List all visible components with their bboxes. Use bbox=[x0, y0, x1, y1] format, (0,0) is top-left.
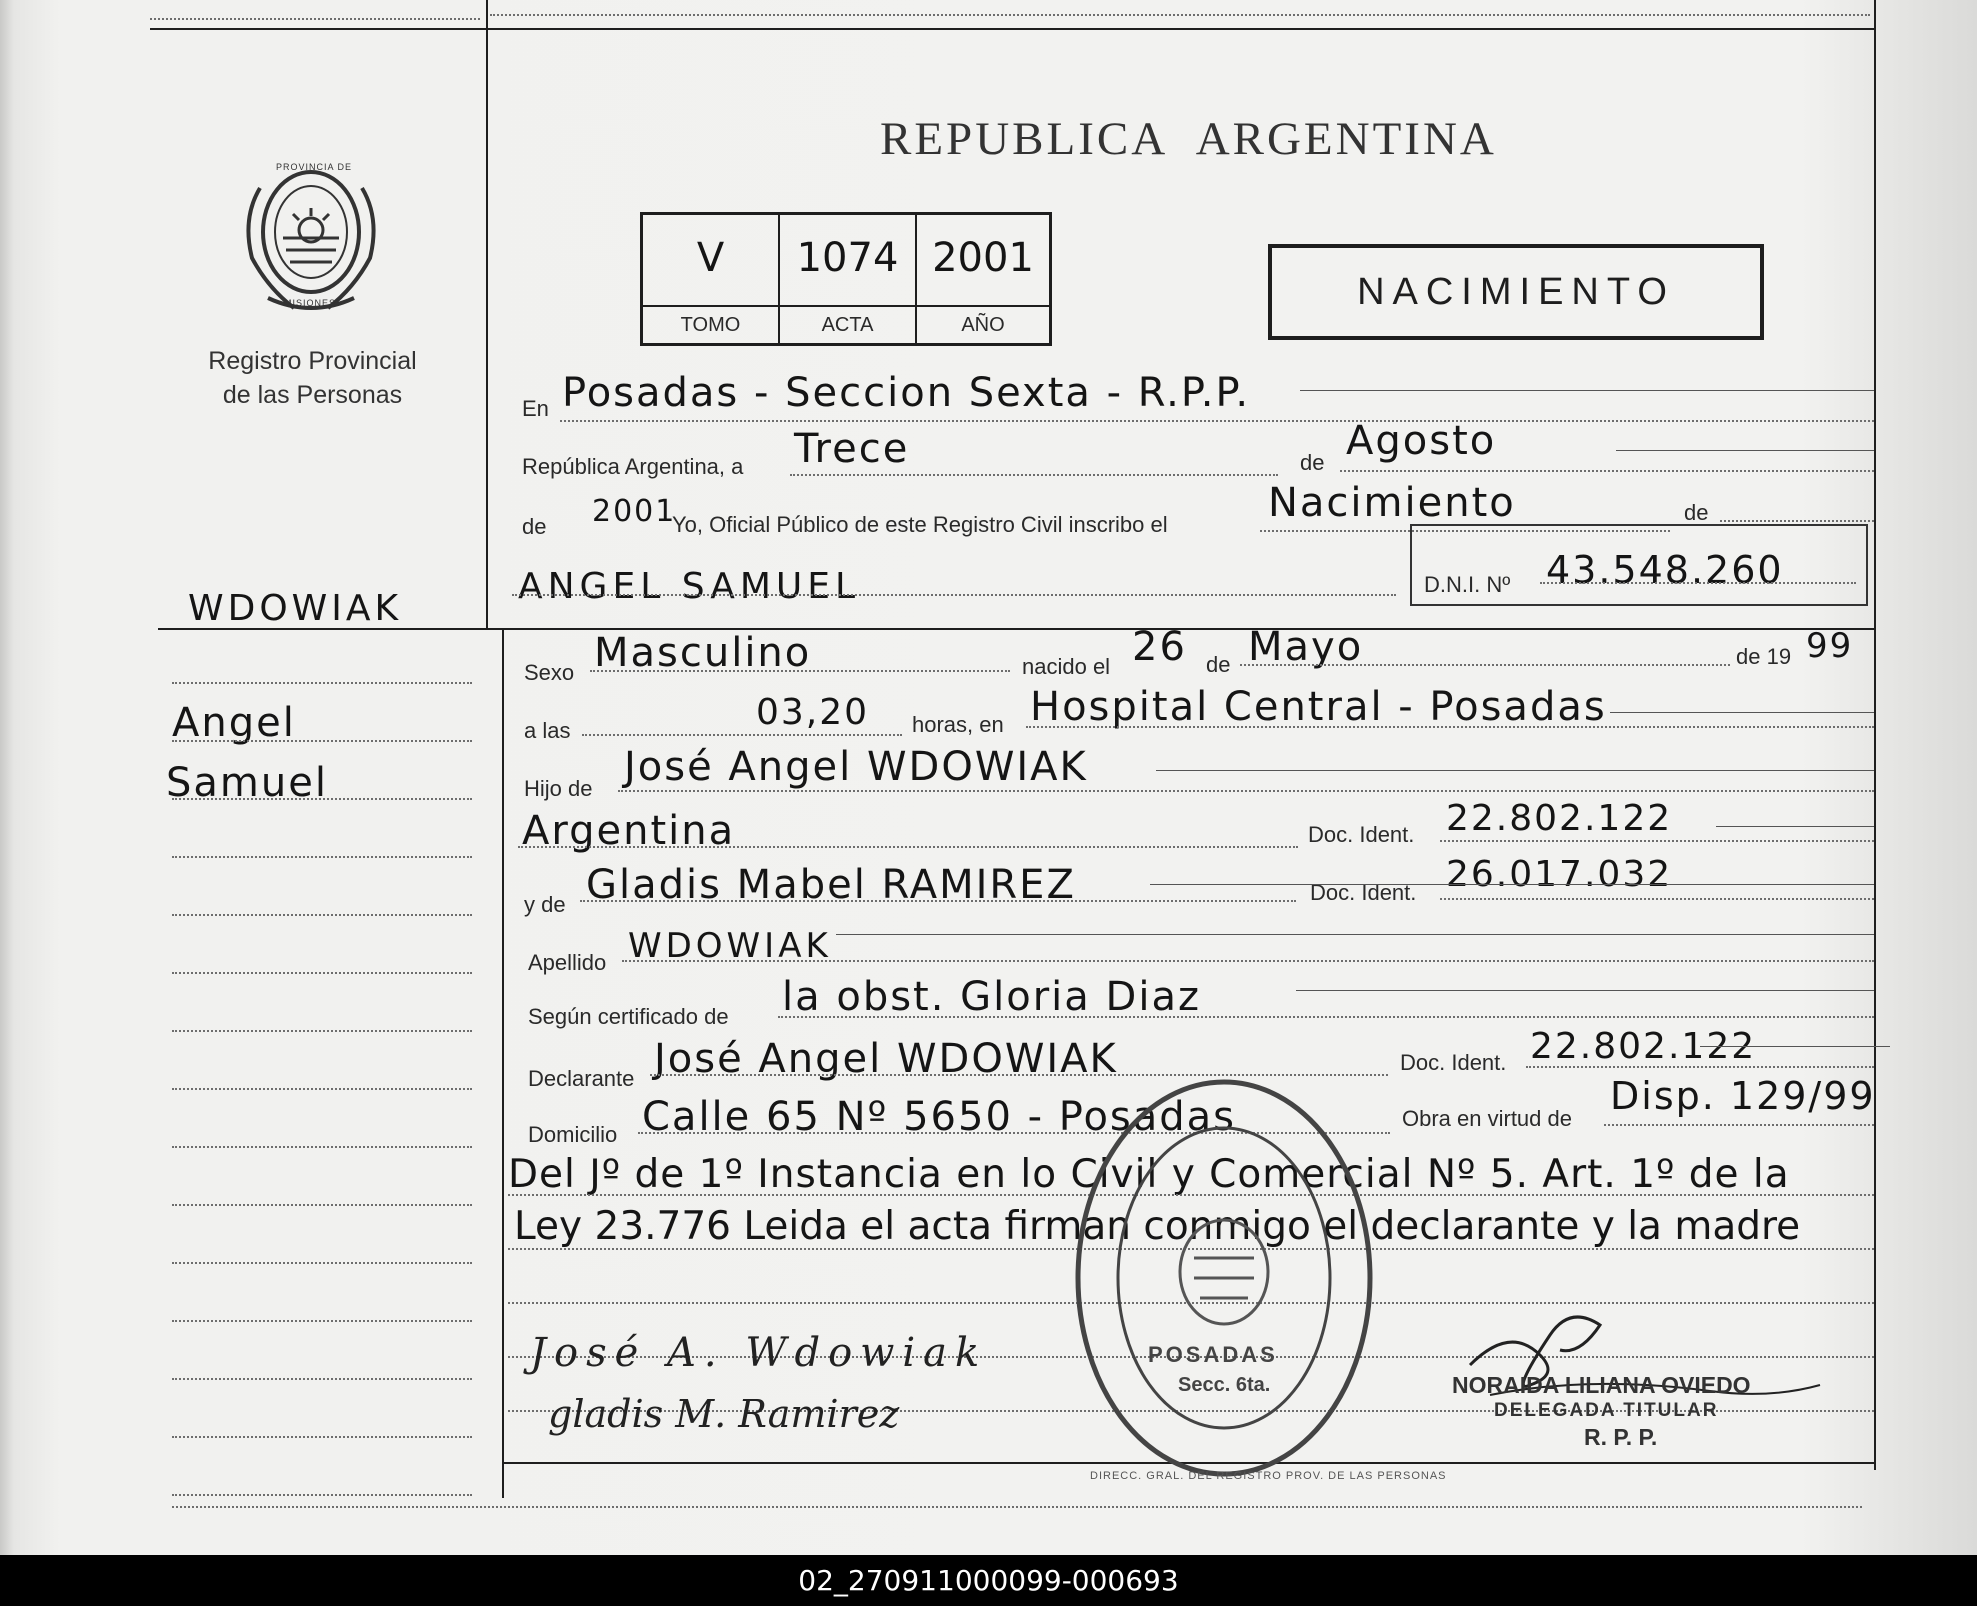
declarante-value: José Angel WDOWIAK bbox=[654, 1036, 1118, 1082]
birth-month: Mayo bbox=[1248, 624, 1364, 670]
certificado-value: la obst. Gloria Diaz bbox=[782, 974, 1201, 1020]
dotted-line bbox=[1440, 898, 1874, 900]
margin-dotted-line bbox=[172, 914, 472, 916]
acta-label: ACTA bbox=[780, 305, 915, 343]
underline bbox=[1610, 712, 1874, 713]
seal-text-top: PROVINCIA DE bbox=[276, 162, 353, 172]
country-title: REPUBLICA ARGENTINA bbox=[880, 113, 1497, 165]
dotted-line bbox=[590, 670, 1010, 672]
official-stamp-icon bbox=[1068, 1072, 1380, 1484]
birth-day: 26 bbox=[1132, 624, 1187, 670]
dotted-line bbox=[172, 1506, 1862, 1508]
tomo-cell bbox=[643, 215, 780, 343]
margin-dotted-line bbox=[172, 972, 472, 974]
registry-name-line1: Registro Provincial bbox=[208, 347, 417, 375]
de-label-2: de bbox=[1684, 500, 1709, 525]
underline bbox=[1150, 884, 1874, 885]
dotted-line bbox=[1604, 1124, 1874, 1126]
dotted-line bbox=[580, 900, 1296, 902]
de-label-3: de bbox=[1206, 652, 1231, 677]
dotted-line bbox=[1526, 1066, 1874, 1068]
underline bbox=[1300, 390, 1874, 391]
margin-dotted-line bbox=[172, 1030, 472, 1032]
child-name: ANGEL SAMUEL bbox=[518, 566, 861, 607]
father-nationality: Argentina bbox=[522, 808, 736, 854]
obra-value: Disp. 129/99 bbox=[1610, 1074, 1876, 1118]
stamp-city: POSADAS bbox=[1148, 1342, 1278, 1367]
birth-year-value: 99 bbox=[1806, 626, 1854, 666]
declarante-doc-label: Doc. Ident. bbox=[1400, 1050, 1507, 1075]
dotted-line bbox=[518, 846, 1298, 848]
underline bbox=[836, 934, 1874, 935]
margin-dotted-line bbox=[172, 1436, 472, 1438]
birth-place: Hospital Central - Posadas bbox=[1030, 684, 1607, 730]
tomo-label: TOMO bbox=[643, 305, 778, 343]
mid-rule bbox=[158, 628, 1876, 630]
margin-dotted-line bbox=[172, 856, 472, 858]
note-line-2: Ley 23.776 Leida el acta firman conmigo el declarante y la madre bbox=[514, 1204, 1801, 1249]
mother-signature: gladis M. Ramirez bbox=[548, 1392, 900, 1436]
dotted-line bbox=[790, 474, 1278, 476]
underline bbox=[1296, 990, 1874, 991]
margin-surname: WDOWIAK bbox=[188, 588, 403, 629]
note-line-1: Del Jº de 1º Instancia en lo Civil y Comercial Nº 5. Art. 1º de la bbox=[508, 1152, 1790, 1197]
domicilio-value: Calle 65 Nº 5650 - Posadas bbox=[642, 1094, 1237, 1140]
official-name: NORAIDA LILIANA OVIEDO bbox=[1452, 1372, 1751, 1398]
month-value: Agosto bbox=[1346, 418, 1497, 464]
ano-cell bbox=[917, 215, 1049, 343]
margin-dotted-line bbox=[172, 1320, 472, 1322]
official-signature-icon bbox=[1450, 1295, 1830, 1445]
apellido-label: Apellido bbox=[528, 950, 607, 975]
dni-label: D.N.I. Nº bbox=[1424, 572, 1511, 597]
acta-value: 1074 bbox=[796, 235, 899, 281]
stamp-ring-text: DIRECC. GRAL. DEL REGISTRO PROV. DE LAS PERSONAS bbox=[1090, 1470, 1447, 1482]
dotted-line bbox=[622, 960, 1874, 962]
right-frame bbox=[1874, 0, 1876, 1470]
mother-name: Gladis Mabel RAMIREZ bbox=[586, 862, 1076, 908]
en-label: En bbox=[522, 396, 549, 421]
yde-label: y de bbox=[524, 892, 566, 917]
year-value: 2001 bbox=[592, 494, 677, 529]
dotted-line bbox=[1440, 840, 1874, 842]
declarante-label: Declarante bbox=[528, 1066, 635, 1091]
official-org: R. P. P. bbox=[1584, 1424, 1658, 1450]
margin-dotted-line bbox=[172, 1146, 472, 1148]
en-value: Posadas - Seccion Sexta - R.P.P. bbox=[562, 370, 1251, 416]
record-type-box: NACIMIENTO bbox=[1268, 244, 1764, 340]
underline bbox=[1700, 1046, 1890, 1047]
stamp-section: Secc. 6ta. bbox=[1178, 1374, 1271, 1396]
alas-label: a las bbox=[524, 718, 571, 743]
birth-year-label: de 19 bbox=[1736, 644, 1792, 669]
dni-value: 43.548.260 bbox=[1546, 548, 1784, 592]
ano-label: AÑO bbox=[917, 305, 1049, 343]
sexo-label: Sexo bbox=[524, 660, 575, 685]
dotted-line bbox=[1540, 582, 1856, 584]
underline bbox=[1156, 770, 1874, 771]
horas-label: horas, en bbox=[912, 712, 1004, 737]
republica-label: República Argentina, a bbox=[522, 454, 744, 479]
margin-dotted-line bbox=[172, 1494, 472, 1496]
image-id-bar bbox=[0, 1555, 1977, 1606]
margin-dotted-line bbox=[172, 798, 472, 800]
image-id: 02_270911000099-000693 bbox=[798, 1564, 1179, 1597]
underline bbox=[1616, 450, 1874, 451]
de-label: de bbox=[1300, 450, 1325, 475]
mother-doc-label: Doc. Ident. bbox=[1310, 880, 1417, 905]
margin-dotted-line bbox=[172, 1378, 472, 1380]
certificado-label: Según certificado de bbox=[528, 1004, 729, 1029]
margin-dotted-line bbox=[172, 1088, 472, 1090]
official-title: DELEGADA TITULAR bbox=[1494, 1400, 1719, 1421]
dotted-line bbox=[778, 1016, 1874, 1018]
dotted-line bbox=[560, 420, 1874, 422]
tomo-value: V bbox=[696, 235, 725, 281]
dotted-line bbox=[1340, 470, 1874, 472]
top-rule bbox=[150, 28, 1875, 30]
underline bbox=[1716, 826, 1874, 827]
dotted-line bbox=[150, 18, 480, 20]
father-doc: 22.802.122 bbox=[1446, 798, 1673, 839]
father-doc-label: Doc. Ident. bbox=[1308, 822, 1415, 847]
acta-cell bbox=[780, 215, 917, 343]
seal-text-bottom: MISIONES bbox=[284, 298, 337, 308]
obra-label: Obra en virtud de bbox=[1402, 1106, 1572, 1131]
reference-box bbox=[640, 212, 1052, 346]
ano-value: 2001 bbox=[932, 235, 1034, 281]
year-prefix-label: de bbox=[522, 514, 547, 539]
father-signature: José A. Wdowiak bbox=[530, 1330, 988, 1376]
left-column-divider-lower bbox=[502, 628, 504, 1498]
oficial-label: Yo, Oficial Público de este Registro Civil inscribo el bbox=[672, 512, 1168, 537]
dotted-line bbox=[1026, 726, 1874, 728]
dotted-line bbox=[1240, 664, 1730, 666]
declarante-doc: 22.802.122 bbox=[1530, 1026, 1757, 1067]
apellido-value: WDOWIAK bbox=[628, 926, 832, 966]
hijo-label: Hijo de bbox=[524, 776, 593, 801]
left-column-divider bbox=[486, 0, 488, 630]
dotted-line bbox=[582, 734, 902, 736]
registry-name-line2: de las Personas bbox=[222, 381, 403, 409]
dotted-line bbox=[490, 14, 1870, 16]
margin-dotted-line bbox=[172, 682, 472, 684]
father-name: José Angel WDOWIAK bbox=[624, 744, 1088, 790]
margin-dotted-line bbox=[172, 1262, 472, 1264]
domicilio-label: Domicilio bbox=[528, 1122, 618, 1147]
registry-name bbox=[170, 344, 455, 412]
nacido-label: nacido el bbox=[1022, 654, 1111, 679]
mother-doc: 26.017.032 bbox=[1446, 854, 1673, 895]
margin-middle-name: Samuel bbox=[166, 760, 328, 806]
inscribo-value: Nacimiento bbox=[1268, 480, 1516, 526]
dotted-line bbox=[1720, 520, 1874, 522]
birth-time: 03,20 bbox=[756, 692, 870, 733]
day-value: Trece bbox=[794, 426, 910, 472]
margin-first-name: Angel bbox=[172, 700, 296, 746]
provincial-seal-icon bbox=[238, 158, 384, 314]
dotted-line bbox=[618, 790, 1874, 792]
dotted-line bbox=[512, 594, 1396, 596]
sexo-value: Masculino bbox=[594, 630, 812, 676]
margin-dotted-line bbox=[172, 1204, 472, 1206]
margin-dotted-line bbox=[172, 740, 472, 742]
